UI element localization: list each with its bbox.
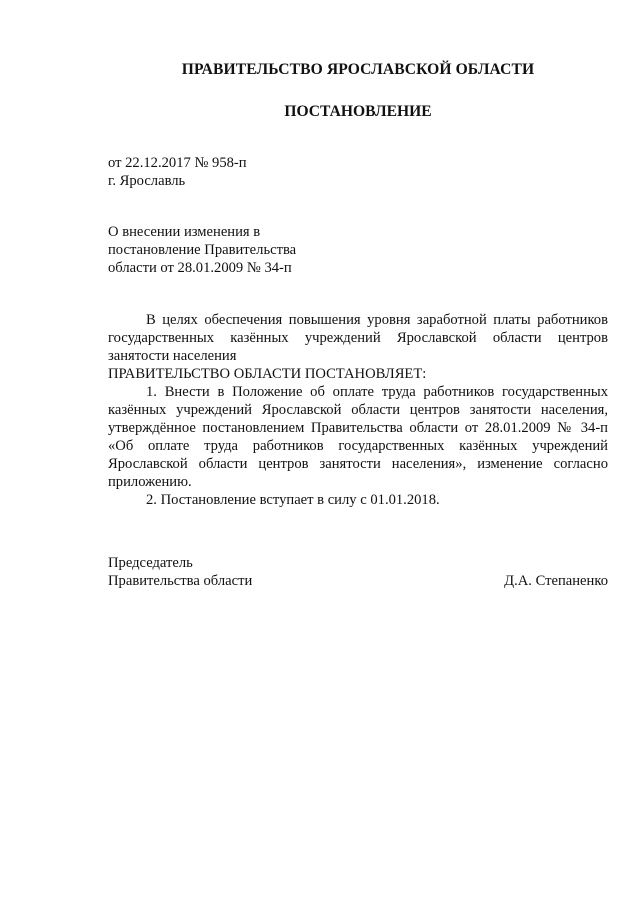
signature-row-2 <box>108 572 608 590</box>
decree-line: ПРАВИТЕЛЬСТВО ОБЛАСТИ ПОСТАНОВЛЯЕТ: <box>108 366 427 382</box>
document-type-heading: ПОСТАНОВЛЕНИЕ <box>284 103 432 120</box>
document-subject <box>108 223 296 277</box>
item-2-paragraph: 2. Постановление вступает в силу с 01.01.2018. <box>146 492 440 508</box>
item-1-paragraph: 1. Внести в Положение об оплате труда работников государственных казённых учреждений Ярославской области центров занятости населения, утверждённое постановлением Правительства области от 28.01.2009 № 34-п «Об оплате труда работников государственных казённых учреждений Ярославской области центров занятости населения», изменение согласно приложению. <box>108 384 608 490</box>
signature-block <box>108 554 608 590</box>
subject-line-1: О внесении изменения в <box>108 224 261 240</box>
document-meta <box>108 154 247 190</box>
signer-position-line-1: Председатель <box>108 555 193 571</box>
signature-row-1 <box>108 554 608 572</box>
document-body <box>108 311 608 509</box>
preamble-paragraph: В целях обеспечения повышения уровня заработной платы работников государственных казённых учреждений Ярославской области центров занятости населения <box>108 312 608 364</box>
city: г. Ярославль <box>108 173 186 189</box>
government-heading: ПРАВИТЕЛЬСТВО ЯРОСЛАВСКОЙ ОБЛАСТИ <box>181 61 535 78</box>
signer-name: Д.А. Степаненко <box>504 573 608 589</box>
date-number: от 22.12.2017 № 958-п <box>108 155 247 171</box>
signer-position-line-2: Правительства области <box>108 573 253 589</box>
subject-line-2: постановление Правительства <box>108 242 297 258</box>
subject-line-3: области от 28.01.2009 № 34-п <box>108 260 292 276</box>
